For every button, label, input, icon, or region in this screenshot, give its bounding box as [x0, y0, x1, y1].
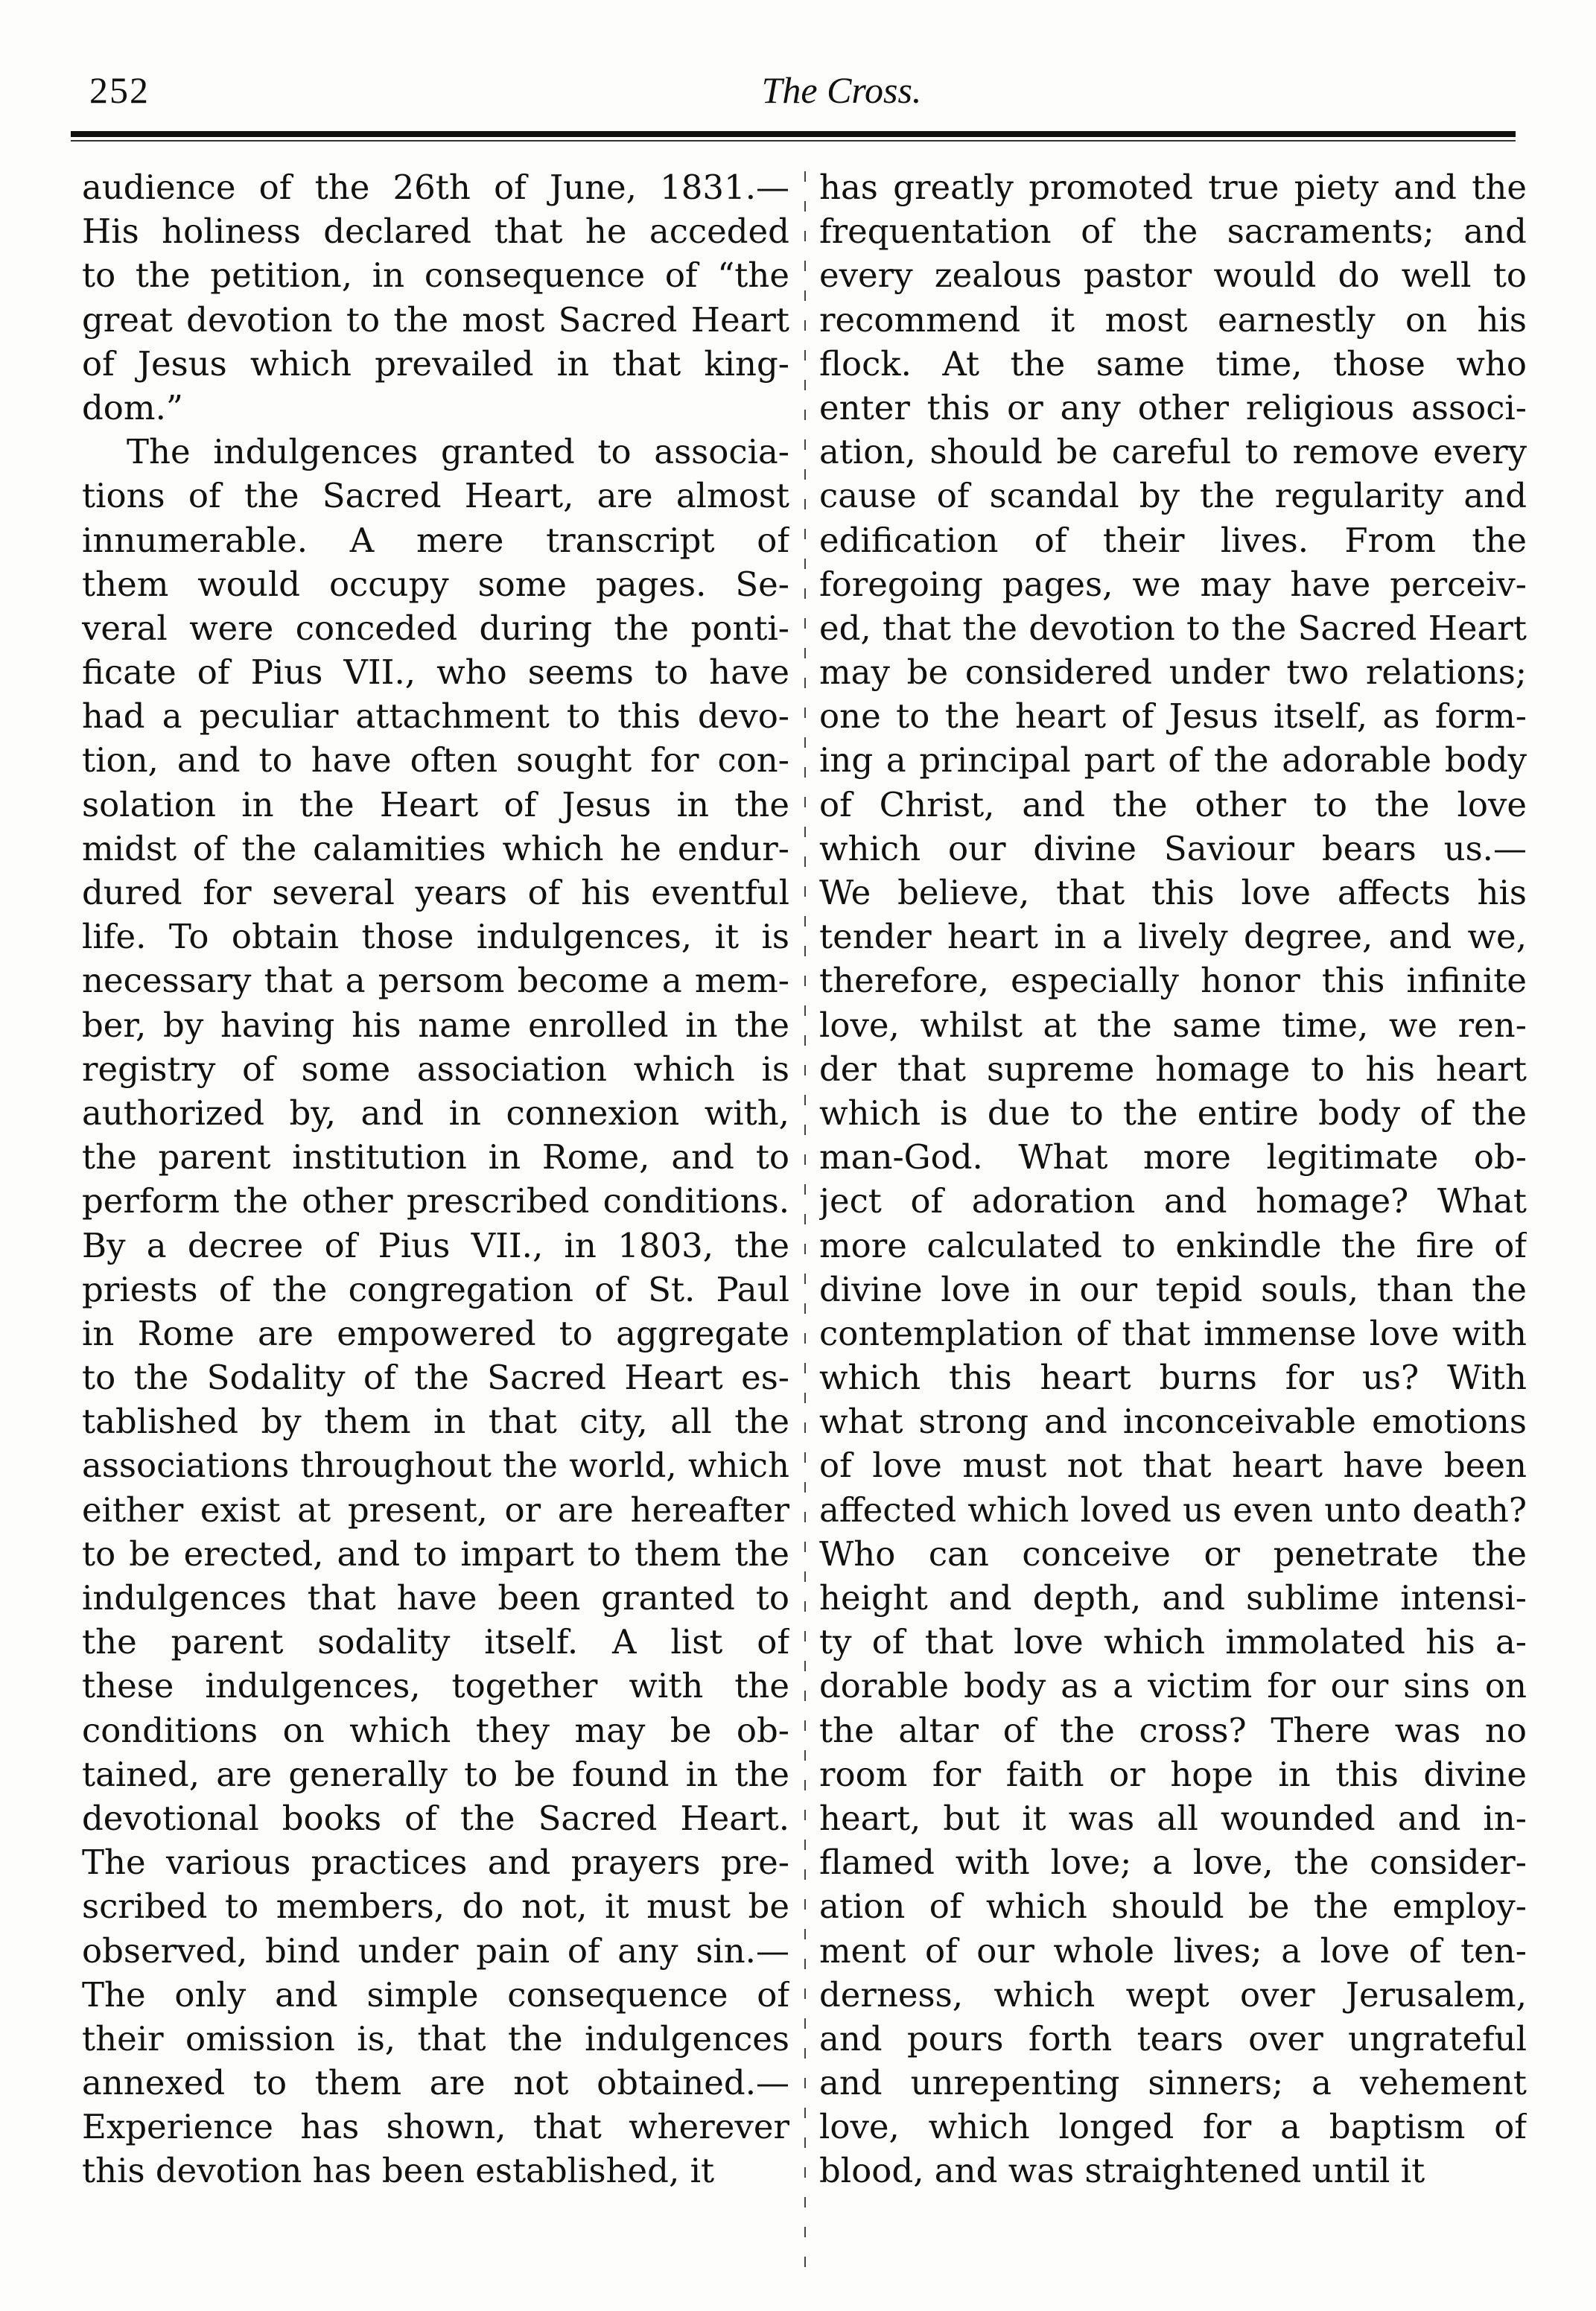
text-line: registry of some association which is: [82, 1049, 789, 1089]
text-line: to the petition, in consequence of “the: [82, 255, 789, 296]
text-line: of Christ, and the other to the love: [819, 784, 1527, 824]
text-line: which our divine Saviour bears us.—: [819, 828, 1527, 868]
text-line: annexed to them are not obtained.—: [82, 2063, 789, 2103]
text-line: perform the other prescribed conditions.: [82, 1181, 789, 1221]
text-line: frequentation of the sacraments; and: [819, 212, 1527, 252]
text-line: and unrepenting sinners; a vehement: [819, 2063, 1527, 2103]
text-line: ation, should be careful to remove every: [819, 432, 1527, 472]
text-line: audience of the 26th of June, 1831.—: [82, 168, 789, 207]
text-line: height and depth, and sublime intensi-: [819, 1578, 1527, 1618]
text-line: to the Sodality of the Sacred Heart es-: [82, 1358, 789, 1398]
text-line: every zealous pastor would do well to: [819, 255, 1527, 296]
text-line: the parent institution in Rome, and to: [82, 1137, 789, 1177]
text-line: derness, which wept over Jerusalem,: [819, 1974, 1527, 2015]
text-line: love, whilst at the same time, we ren-: [819, 1005, 1527, 1045]
text-line: ty of that love which immolated his a-: [819, 1622, 1527, 1662]
column-divider: [804, 171, 806, 2272]
text-line: ation of which should be the employ-: [819, 1886, 1527, 1927]
text-line: which is due to the entire body of the: [819, 1093, 1527, 1133]
header-rule-thick: [71, 131, 1516, 137]
text-line: which this heart burns for us? With: [819, 1358, 1527, 1398]
text-line: foregoing pages, we may have perceiv-: [819, 564, 1527, 604]
text-line: their omission is, that the indulgences: [82, 2018, 789, 2059]
text-line: tions of the Sacred Heart, are almost: [82, 476, 789, 516]
text-line: affected which loved us even unto death?: [819, 1490, 1527, 1530]
text-line: ed, that the devotion to the Sacred Heart: [819, 608, 1527, 648]
text-line: solation in the Heart of Jesus in the: [82, 784, 789, 824]
text-line: heart, but it was all wounded and in-: [819, 1798, 1527, 1838]
text-line: devotional books of the Sacred Heart.: [82, 1798, 789, 1838]
text-line: ment of our whole lives; a love of ten-: [819, 1930, 1527, 1971]
text-line: recommend it most earnestly on his: [819, 299, 1527, 340]
text-line: dom.”: [82, 387, 183, 427]
text-line: of Jesus which prevailed in that king-: [82, 343, 789, 384]
text-line: great devotion to the most Sacred Heart: [82, 299, 789, 340]
text-line: tion, and to have often sought for con-: [82, 740, 789, 781]
text-line: tender heart in a lively degree, and we,: [819, 917, 1527, 957]
text-line: flock. At the same time, those who: [819, 343, 1527, 384]
text-line: priests of the congregation of St. Paul: [82, 1269, 789, 1309]
text-line: authorized by, and in connexion with,: [82, 1093, 789, 1133]
running-title: The Cross.: [761, 69, 922, 111]
text-line: observed, bind under pain of any sin.—: [82, 1930, 789, 1971]
text-line: tained, are generally to be found in the: [82, 1754, 789, 1794]
text-line: what strong and inconceivable emotions: [819, 1402, 1527, 1442]
text-line: The only and simple consequence of: [82, 1974, 789, 2015]
text-line: enter this or any other religious associ-: [819, 387, 1527, 427]
text-line: Experience has shown, that wherever: [82, 2107, 789, 2147]
text-line: ficate of Pius VII., who seems to have: [82, 652, 789, 693]
text-line: blood, and was straightened until it: [819, 2151, 1425, 2191]
text-line: one to the heart of Jesus itself, as form-: [819, 696, 1527, 737]
text-line: love, which longed for a baptism of: [819, 2107, 1527, 2147]
text-line: either exist at present, or are hereafter: [82, 1490, 789, 1530]
text-line: indulgences that have been granted to: [82, 1578, 789, 1618]
text-line: Who can conceive or penetrate the: [819, 1533, 1527, 1574]
text-line: cause of scandal by the regularity and: [819, 476, 1527, 516]
text-line: has greatly promoted true piety and the: [819, 168, 1527, 207]
text-line: By a decree of Pius VII., in 1803, the: [82, 1225, 789, 1265]
text-line: may be considered under two relations;: [819, 652, 1527, 693]
text-line: these indulgences, together with the: [82, 1666, 789, 1706]
text-line: dured for several years of his eventful: [82, 873, 789, 912]
text-line: of love must not that heart have been: [819, 1446, 1527, 1486]
text-line: associations throughout the world, which: [82, 1446, 789, 1486]
text-line: tablished by them in that city, all the: [82, 1402, 789, 1442]
text-line: divine love in our tepid souls, than the: [819, 1269, 1527, 1309]
text-line: flamed with love; a love, the consider-: [819, 1843, 1527, 1883]
text-line: in Rome are empowered to aggregate: [82, 1313, 789, 1353]
text-line: scribed to members, do not, it must be: [82, 1886, 789, 1927]
text-line: ject of adoration and homage? What: [819, 1181, 1527, 1221]
text-line: ing a principal part of the adorable body: [819, 740, 1527, 781]
page-number: 252: [89, 69, 150, 111]
text-line: more calculated to enkindle the fire of: [819, 1225, 1527, 1265]
text-line: this devotion has been established, it: [82, 2151, 715, 2191]
text-line: them would occupy some pages. Se-: [82, 564, 789, 604]
text-line: conditions on which they may be ob-: [82, 1710, 789, 1750]
header-rule-thin: [71, 140, 1516, 142]
text-line: had a peculiar attachment to this devo-: [82, 696, 789, 737]
text-line: We believe, that this love affects his: [819, 873, 1527, 912]
text-line: edification of their lives. From the: [819, 520, 1527, 560]
left-column: [82, 165, 789, 2280]
text-line: the parent sodality itself. A list of: [82, 1622, 789, 1662]
text-line: dorable body as a victim for our sins on: [819, 1666, 1527, 1706]
text-line: man-God. What more legitimate ob-: [819, 1137, 1527, 1177]
text-line: ber, by having his name enrolled in the: [82, 1005, 789, 1045]
text-line: The indulgences granted to associa-: [127, 432, 789, 472]
text-line: to be erected, and to impart to them the: [82, 1533, 789, 1574]
text-line: midst of the calamities which he endur-: [82, 828, 789, 868]
text-line: therefore, especially honor this infinite: [819, 961, 1527, 1001]
text-line: veral were conceded during the ponti-: [82, 608, 789, 648]
text-line: necessary that a persom become a mem-: [82, 961, 789, 1001]
right-column: [819, 165, 1527, 2280]
text-line: His holiness declared that he acceded: [82, 212, 789, 252]
text-line: The various practices and prayers pre-: [82, 1843, 789, 1883]
header-rule: [71, 131, 1516, 144]
page-header: [82, 69, 1497, 128]
text-line: innumerable. A mere transcript of: [82, 520, 789, 560]
text-line: der that supreme homage to his heart: [819, 1049, 1527, 1089]
text-line: life. To obtain those indulgences, it is: [82, 917, 789, 957]
text-line: and pours forth tears over ungrateful: [819, 2018, 1527, 2059]
text-line: room for faith or hope in this divine: [819, 1754, 1527, 1794]
text-line: contemplation of that immense love with: [819, 1313, 1527, 1353]
text-line: the altar of the cross? There was no: [819, 1710, 1527, 1750]
